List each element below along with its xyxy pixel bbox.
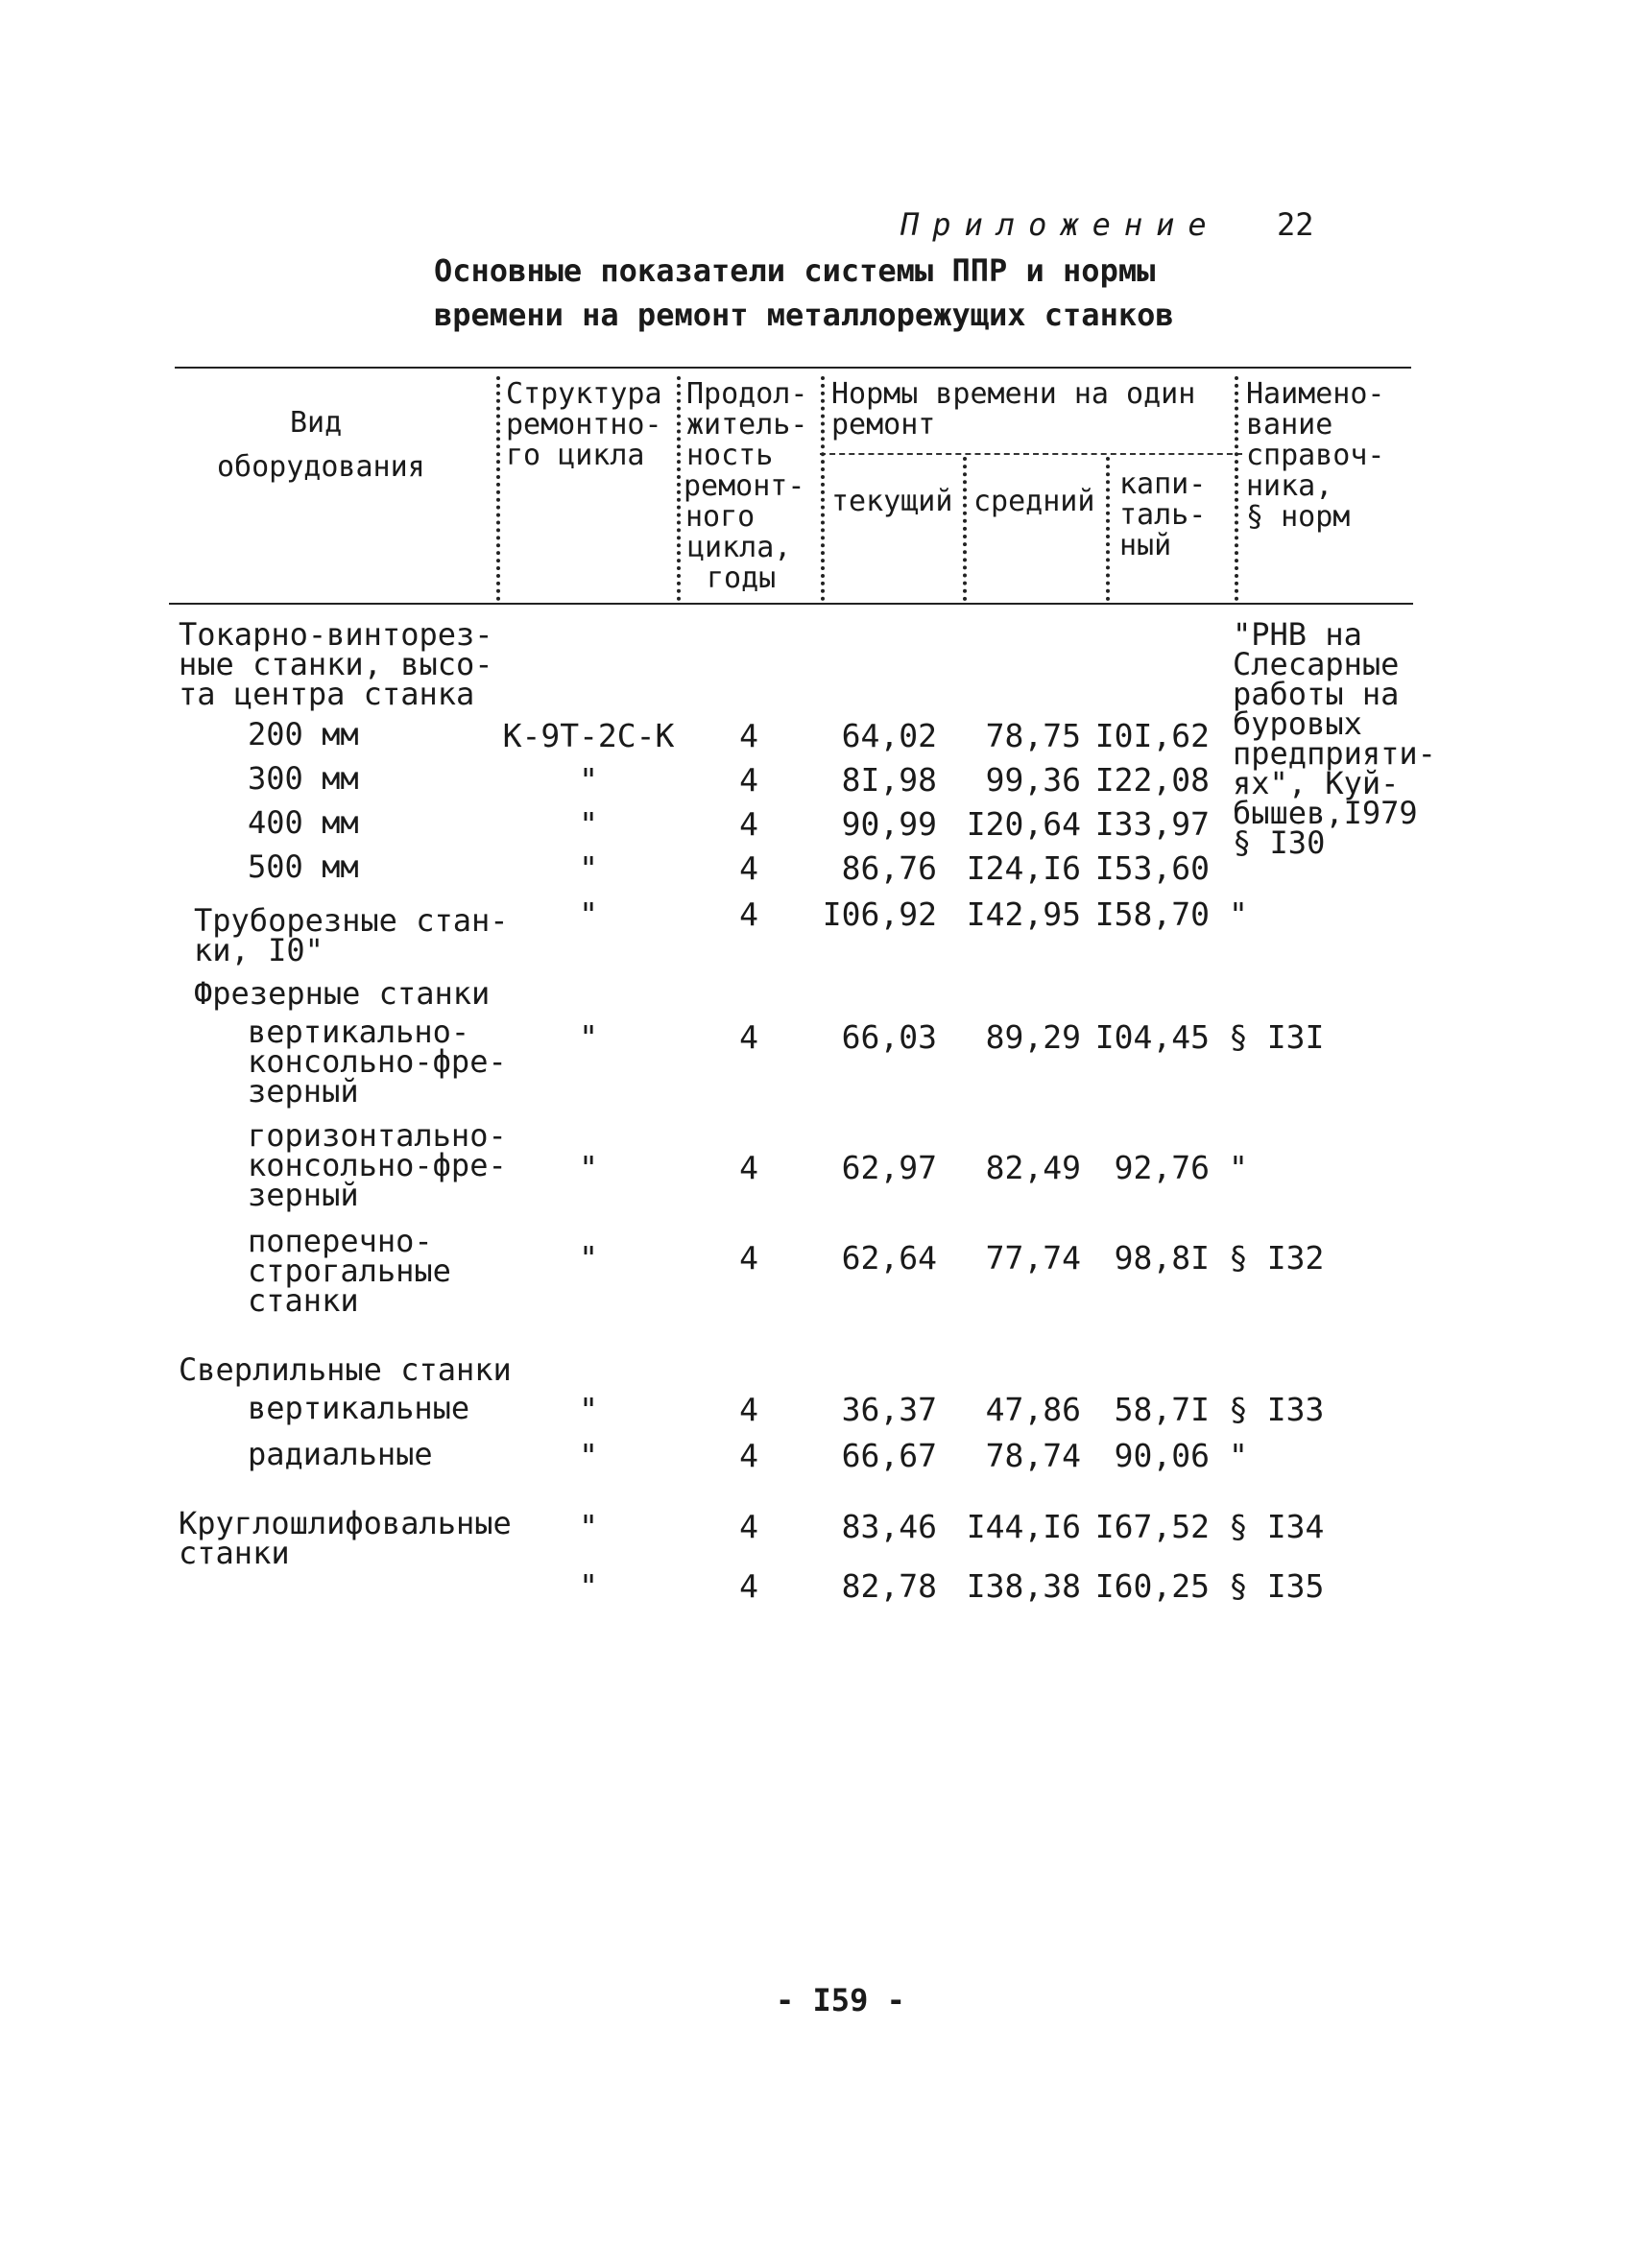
row-name: 500 мм <box>248 848 359 885</box>
cell-medium: 78,75 <box>985 717 1081 754</box>
header-capital-2: таль- <box>1119 498 1207 532</box>
cell-capital: I60,25 <box>1094 1567 1210 1605</box>
cell-ref: " <box>1229 1149 1248 1186</box>
norms-subheader-rule <box>820 453 1242 455</box>
section-grinding: Круглошлифовальные станки <box>179 1505 512 1571</box>
cell-duration: 4 <box>739 1437 758 1474</box>
header-reference-4: ника, <box>1246 469 1333 503</box>
row-name: 300 мм <box>248 760 359 797</box>
cell-ref: § I34 <box>1229 1508 1325 1545</box>
cell-capital: 90,06 <box>1114 1437 1210 1474</box>
cell-current: 64,02 <box>841 717 937 754</box>
cell-ref: § I35 <box>1229 1567 1325 1605</box>
cell-structure: " <box>579 895 598 933</box>
cell-duration: 4 <box>739 1391 758 1428</box>
table-header-bottom-rule <box>169 603 1413 605</box>
cell-structure: " <box>579 1437 598 1474</box>
cell-medium: I20,64 <box>966 805 1081 843</box>
cell-duration: 4 <box>739 1149 758 1186</box>
cell-structure: " <box>579 1508 598 1545</box>
column-divider-5 <box>1106 457 1110 601</box>
header-equipment-1: Вид <box>290 406 343 440</box>
column-divider-4 <box>963 457 967 601</box>
cell-structure: " <box>579 761 598 799</box>
header-equipment-2: оборудования <box>217 450 425 484</box>
header-duration-2: житель- <box>686 408 808 442</box>
cell-medium: 77,74 <box>985 1239 1081 1277</box>
header-duration-6: цикла, <box>687 531 792 564</box>
cell-structure: " <box>579 849 598 887</box>
cell-medium: 47,86 <box>985 1391 1081 1428</box>
cell-duration: 4 <box>739 1018 758 1056</box>
cell-ref: § I3I <box>1229 1018 1325 1056</box>
cell-current: 82,78 <box>841 1567 937 1605</box>
header-duration-7: годы <box>707 561 777 595</box>
header-duration-3: ность <box>686 439 774 472</box>
appendix-label: Приложение <box>900 206 1220 243</box>
header-reference-5: § норм <box>1246 500 1351 534</box>
cell-capital: I53,60 <box>1094 849 1210 887</box>
page-number: - I59 - <box>776 1982 905 2018</box>
cell-duration: 4 <box>739 895 758 933</box>
cell-structure: " <box>579 1149 598 1186</box>
cell-medium: I38,38 <box>966 1567 1081 1605</box>
cell-structure: " <box>579 1567 598 1605</box>
header-duration-5: ного <box>685 500 756 534</box>
cell-current: 36,37 <box>841 1391 937 1428</box>
column-divider-1 <box>496 376 500 601</box>
column-divider-2 <box>677 376 681 601</box>
cell-medium: I24,I6 <box>966 849 1081 887</box>
cell-ref: § I32 <box>1229 1239 1325 1277</box>
row-name: поперечно- строгальные станки <box>248 1223 451 1319</box>
header-reference-1: Наимено- <box>1246 377 1385 411</box>
cell-medium: 78,74 <box>985 1437 1081 1474</box>
header-structure-2: ремонтно- <box>506 408 662 442</box>
header-structure-1: Структура <box>506 377 662 411</box>
cell-current: 90,99 <box>841 805 937 843</box>
header-reference-2: вание <box>1246 408 1333 442</box>
cell-capital: 92,76 <box>1114 1149 1210 1186</box>
cell-medium: 99,36 <box>985 761 1081 799</box>
header-norms-group-1: Нормы времени на один <box>831 377 1196 411</box>
column-divider-3 <box>821 376 825 601</box>
cell-duration: 4 <box>739 849 758 887</box>
header-structure-3: го цикла <box>506 439 645 472</box>
cell-structure: К-9Т-2С-К <box>502 717 675 754</box>
row-name: вертикально- консольно-фре- зерный <box>248 1014 507 1110</box>
column-divider-6 <box>1235 376 1238 601</box>
cell-duration: 4 <box>739 1508 758 1545</box>
cell-duration: 4 <box>739 1239 758 1277</box>
cell-ref: " <box>1229 1437 1248 1474</box>
cell-capital: I04,45 <box>1094 1018 1210 1056</box>
cell-capital: I22,08 <box>1094 761 1210 799</box>
cell-capital: I67,52 <box>1094 1508 1210 1545</box>
header-capital-3: ный <box>1119 529 1172 562</box>
cell-duration: 4 <box>739 717 758 754</box>
cell-current: 66,67 <box>841 1437 937 1474</box>
cell-duration: 4 <box>739 805 758 843</box>
header-norms-group-2: ремонт <box>831 408 936 442</box>
cell-current: 83,46 <box>841 1508 937 1545</box>
appendix-number: 22 <box>1277 206 1314 243</box>
cell-structure: " <box>579 805 598 843</box>
cell-current: 86,76 <box>841 849 937 887</box>
cell-current: 62,97 <box>841 1149 937 1186</box>
cell-capital: I0I,62 <box>1094 717 1210 754</box>
title-line-2: времени на ремонт металлорежущих станков <box>434 297 1174 333</box>
cell-duration: 4 <box>739 761 758 799</box>
cell-ref: " <box>1229 895 1248 933</box>
header-capital-1: капи- <box>1119 467 1207 501</box>
header-medium: средний <box>973 485 1095 518</box>
row-name: радиальные <box>248 1436 433 1472</box>
cell-structure: " <box>579 1391 598 1428</box>
cell-structure: " <box>579 1239 598 1277</box>
cell-ref: § I33 <box>1229 1391 1325 1428</box>
section-drilling: Сверлильные станки <box>179 1351 512 1388</box>
cell-capital: 58,7I <box>1114 1391 1210 1428</box>
cell-medium: 89,29 <box>985 1018 1081 1056</box>
header-duration-1: Продол- <box>686 377 808 411</box>
section-turning: Токарно-винторез- ные станки, высо- та центра станка <box>179 616 493 712</box>
title-line-1: Основные показатели системы ППР и нормы <box>434 252 1156 289</box>
cell-current: 66,03 <box>841 1018 937 1056</box>
table-top-rule <box>175 367 1411 369</box>
row-name: вертикальные <box>248 1390 470 1426</box>
cell-capital: 98,8I <box>1114 1239 1210 1277</box>
reference-block: "РНВ на Слесарные работы на буровых предприяти- ях", Куй- бышев,I979 § I30 <box>1233 616 1436 861</box>
row-name: 400 мм <box>248 804 359 841</box>
cell-current: 8I,98 <box>841 761 937 799</box>
cell-medium: I42,95 <box>966 895 1081 933</box>
cell-capital: I33,97 <box>1094 805 1210 843</box>
cell-structure: " <box>579 1018 598 1056</box>
header-duration-4: ремонт- <box>684 469 805 503</box>
cell-duration: 4 <box>739 1567 758 1605</box>
row-name: 200 мм <box>248 716 359 752</box>
section-milling: Фрезерные станки <box>194 975 491 1012</box>
cell-medium: I44,I6 <box>966 1508 1081 1545</box>
row-name: горизонтально- консольно-фре- зерный <box>248 1117 507 1213</box>
cell-capital: I58,70 <box>1094 895 1210 933</box>
header-reference-3: справоч- <box>1246 439 1385 472</box>
section-pipe-cutting: Труборезные стан- ки, I0" <box>194 902 509 968</box>
cell-current: I06,92 <box>822 895 937 933</box>
cell-current: 62,64 <box>841 1239 937 1277</box>
cell-medium: 82,49 <box>985 1149 1081 1186</box>
header-current: текущий <box>831 485 953 518</box>
